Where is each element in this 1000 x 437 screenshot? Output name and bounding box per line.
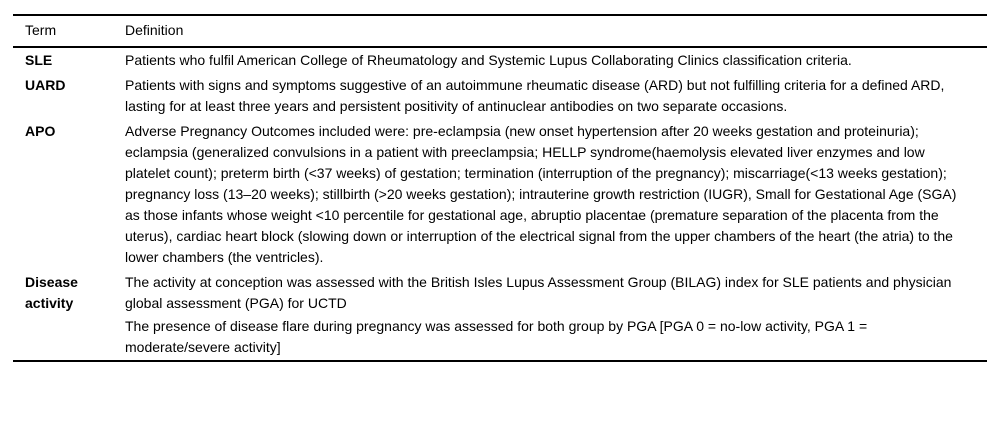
- definition-cell: [125, 272, 973, 358]
- column-header-term: Term: [25, 21, 57, 38]
- term-cell: UARD: [25, 77, 66, 93]
- definition-cell: [125, 50, 973, 71]
- table-row: [13, 73, 987, 119]
- definition-cell: [125, 75, 973, 117]
- definition-paragraph: Adverse Pregnancy Outcomes included were: pre-eclampsia (new onset hypertension after 20 weeks gestation and proteinuria); eclampsia (generalized convulsions in a patient with preeclampsia; HELLP syndrome(haemolysis elevated liver enzymes and low platelet count); preterm birth (<37 weeks) of gestation; termination (interruption of the pregnancy); miscarriage(<13 weeks gestation); pregnancy loss (13–20 weeks); stillbirth (>20 weeks gestation); intrauterine growth restriction (IUGR), Small for Gestational Age (SGA) as those infants whose weight <10 percentile for gestational age, abruptio placentae (premature separation of the placenta from the uterus), cardiac heart block (slowing down or interruption of the electrical signal from the upper chambers of the heart (the atria) to the lower chambers (the ventricles).: [125, 123, 957, 265]
- definition-cell: [125, 121, 973, 268]
- definition-paragraph: The presence of disease flare during pregnancy was assessed for both group by PGA [PGA 0 = no-low activity, PGA 1 = moderate/severe activity]: [125, 318, 868, 355]
- table-body: [13, 48, 987, 360]
- definition-paragraph: Patients with signs and symptoms suggestive of an autoimmune rheumatic disease (ARD) but not fulfilling criteria for a defined ARD, lasting for at least three years and persistent positivity of antinuclear antibodies on two separate occasions.: [125, 77, 945, 114]
- definition-paragraph: The activity at conception was assessed with the British Isles Lupus Assessment Group (BILAG) index for SLE patients and physician global assessment (PGA) for UCTD: [125, 274, 952, 311]
- table-bottom-rule: [13, 360, 987, 362]
- table-row: [13, 270, 987, 360]
- term-cell: SLE: [25, 52, 53, 68]
- term-cell: APO: [25, 123, 56, 139]
- definition-paragraph: Patients who fulfil American College of Rheumatology and Systemic Lupus Collaborating Clinics classification criteria.: [125, 52, 852, 68]
- table-header-row: [13, 16, 987, 46]
- table-row: [13, 48, 987, 73]
- term-cell: Disease activity: [25, 274, 78, 311]
- table-row: [13, 119, 987, 270]
- column-header-definition: Definition: [125, 21, 184, 38]
